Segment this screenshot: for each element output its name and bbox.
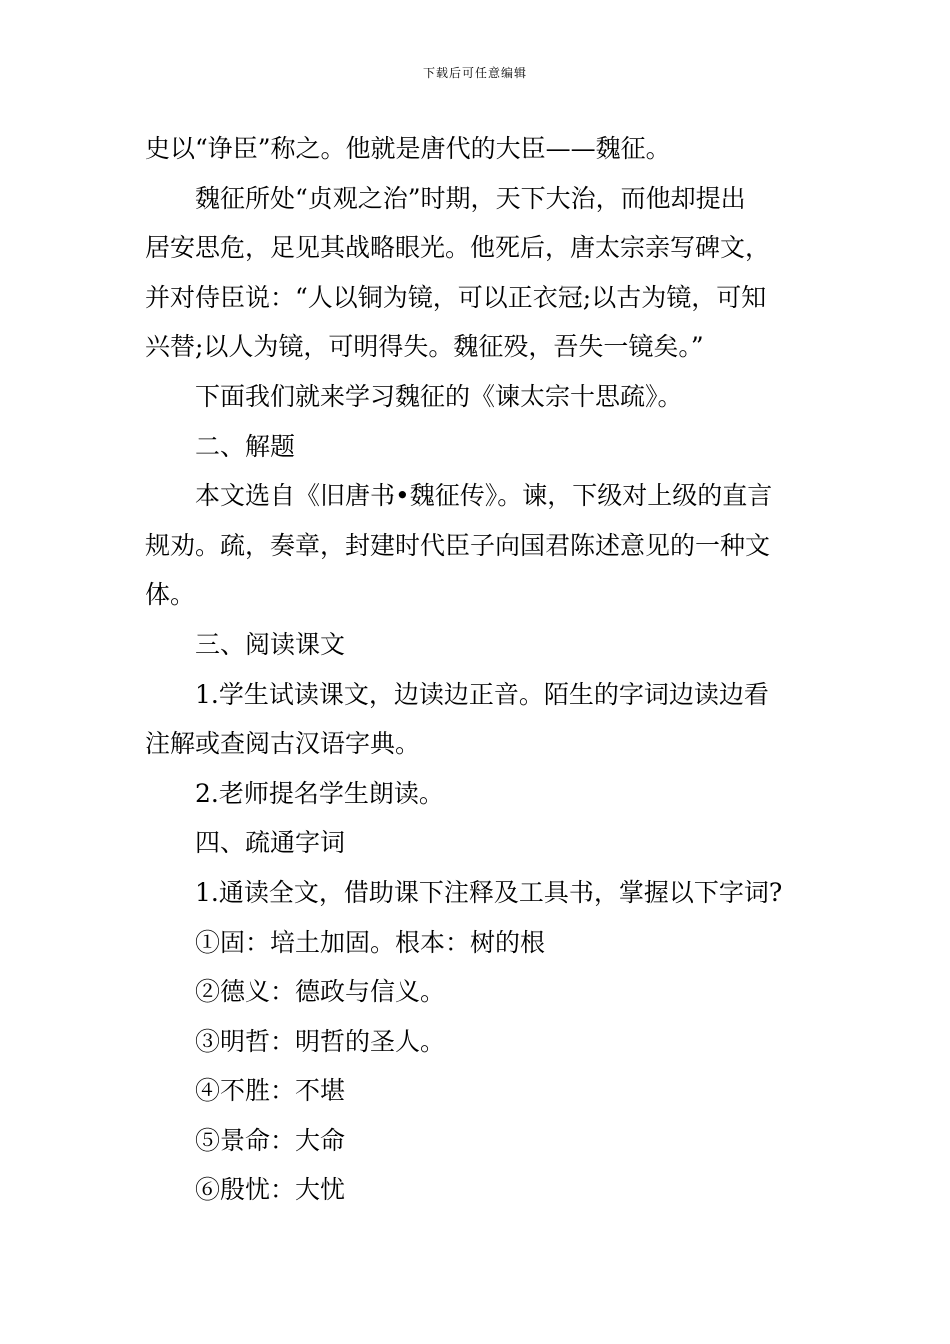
text-line: 并对侍臣说：“人以铜为镜，可以正衣冠;以古为镜，可知 (145, 282, 767, 312)
page-header: 下载后可任意编辑 (422, 66, 527, 80)
section-heading: 二、解题 (195, 431, 296, 461)
vocab-item: ⑥殷忧：大忧 (195, 1175, 346, 1205)
document-body (145, 124, 815, 1215)
text-line: 2.老师提名学生朗读。 (195, 778, 444, 808)
text-line: 兴替;以人为镜，可明得失。魏征殁，吾失一镜矣。” (145, 332, 704, 362)
text-line: 居安思危，足见其战略眼光。他死后，唐太宗亲写碑文， (145, 233, 771, 263)
vocab-item: ①固：培土加固。根本：树的根 (195, 927, 546, 957)
text-line: 下面我们就来学习魏征的《谏太宗十思疏》。 (195, 381, 683, 411)
text-line: 注解或查阅古汉语字典。 (145, 729, 421, 759)
text-line: 体。 (145, 580, 196, 610)
text-line: 本文选自《旧唐书•魏征传》。谏，下级对上级的直言 (195, 481, 773, 511)
section-heading: 四、疏通字词 (195, 828, 346, 858)
vocab-item: ③明哲：明哲的圣人。 (195, 1026, 446, 1056)
vocab-item: ②德义：德政与信义。 (195, 977, 446, 1007)
text-line: 魏征所处“贞观之治”时期，天下大治，而他却提出 (195, 183, 746, 213)
vocab-item: ⑤景命：大命 (195, 1125, 346, 1155)
section-heading: 三、阅读课文 (195, 629, 346, 659)
text-line: 规劝。疏，奏章，封建时代臣子向国君陈述意见的一种文 (145, 530, 771, 560)
vocab-item: ④不胜：不堪 (195, 1076, 346, 1106)
text-line: 史以“诤臣”称之。他就是唐代的大臣——魏征。 (145, 134, 671, 163)
text-line: 1.学生试读课文，边读边正音。陌生的字词边读边看 (195, 679, 769, 709)
text-line: 1.通读全文，借助课下注释及工具书，掌握以下字词? (195, 877, 783, 907)
